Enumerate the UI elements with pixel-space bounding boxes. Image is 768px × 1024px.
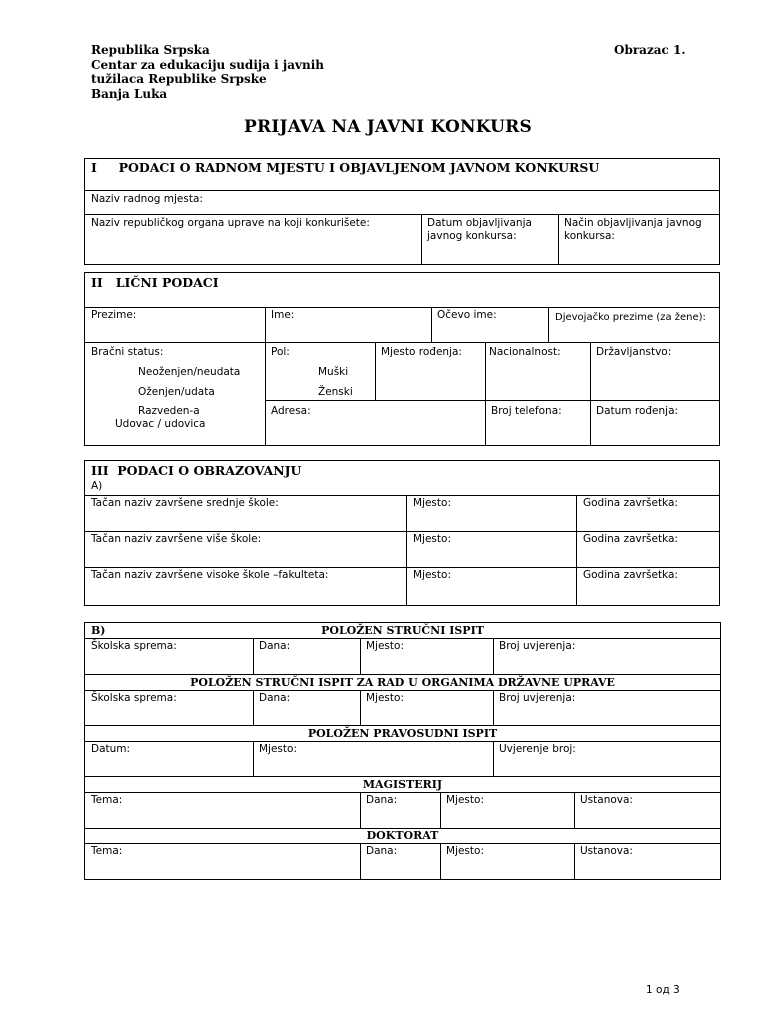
doctorate-institution-field[interactable]: Ustanova: xyxy=(580,845,633,857)
school-field[interactable]: Tačan naziv završene visoke škole –fakulteta: xyxy=(91,569,329,581)
issuer-block xyxy=(91,43,324,101)
exam-place-field[interactable]: Mjesto: xyxy=(366,640,404,652)
issuer-line: tužilaca Republike Srpske xyxy=(91,72,267,86)
doctorate-place-field[interactable]: Mjesto: xyxy=(446,845,484,857)
certificate-number-field[interactable]: Broj uvjerenja: xyxy=(499,692,576,704)
school-field[interactable]: Tačan naziv završene više škole: xyxy=(91,533,262,545)
organ-name-field[interactable]: Naziv republičkog organa uprave na koji konkurišete: xyxy=(91,217,370,229)
section-heading: III PODACI O OBRAZOVANJU xyxy=(91,463,302,478)
publish-method-field[interactable] xyxy=(564,217,702,243)
birthdate-field[interactable]: Datum rođenja: xyxy=(596,405,679,417)
address-field[interactable]: Adresa: xyxy=(271,405,311,417)
marital-option-divorced[interactable]: Razveden-a xyxy=(138,405,200,417)
sex-option-male[interactable]: Muški xyxy=(318,366,349,378)
bar-exam-date-field[interactable]: Datum: xyxy=(91,743,131,755)
exam-heading: POLOŽEN STRUČNI ISPIT xyxy=(321,624,484,637)
doctorate-topic-field[interactable]: Tema: xyxy=(91,845,123,857)
exam-date-field[interactable]: Dana: xyxy=(259,640,291,652)
school-year-field[interactable]: Godina završetka: xyxy=(583,497,678,509)
page-number: 1 од 3 xyxy=(646,984,680,996)
surname-field[interactable]: Prezime: xyxy=(91,309,137,321)
nationality-field[interactable]: Nacionalnost: xyxy=(489,346,561,358)
sex-option-female[interactable]: Ženski xyxy=(318,386,353,398)
exam-heading: POLOŽEN PRAVOSUDNI ISPIT xyxy=(307,727,498,740)
exam-heading: DOKTORAT xyxy=(366,829,439,842)
birthplace-field[interactable]: Mjesto rođenja: xyxy=(381,346,462,358)
field-label: javnog konkursa: xyxy=(427,230,517,242)
masters-place-field[interactable]: Mjesto: xyxy=(446,794,484,806)
school-field[interactable]: Tačan naziv završene srednje škole: xyxy=(91,497,279,509)
section-heading: I PODACI O RADNOM MJESTU I OBJAVLJENOM JAVNOM KONKURSU xyxy=(91,160,600,175)
exam-heading: MAGISTERIJ xyxy=(362,778,443,791)
marital-option-single[interactable]: Neoženjen/neudata xyxy=(138,366,241,378)
masters-topic-field[interactable]: Tema: xyxy=(91,794,123,806)
masters-date-field[interactable]: Dana: xyxy=(366,794,398,806)
field-label: Datum objavljivanja xyxy=(427,217,532,229)
doctorate-date-field[interactable]: Dana: xyxy=(366,845,398,857)
citizenship-field[interactable]: Državljanstvo: xyxy=(596,346,672,358)
part-b-label: B) xyxy=(91,624,106,637)
field-label: Način objavljivanja javnog xyxy=(564,217,702,229)
phone-field[interactable]: Broj telefona: xyxy=(491,405,562,417)
school-place-field[interactable]: Mjesto: xyxy=(413,533,451,545)
certificate-number-field[interactable]: Broj uvjerenja: xyxy=(499,640,576,652)
school-year-field[interactable]: Godina završetka: xyxy=(583,569,678,581)
issuer-line: Centar za edukaciju sudija i javnih xyxy=(91,57,325,72)
exam-heading: POLOŽEN STRUČNI ISPIT ZA RAD U ORGANIMA DRŽAVNE UPRAVE xyxy=(190,676,615,689)
page-title: PRIJAVA NA JAVNI KONKURS xyxy=(244,117,532,137)
exam-place-field[interactable]: Mjesto: xyxy=(366,692,404,704)
position-name-field[interactable]: Naziv radnog mjesta: xyxy=(91,193,203,205)
marital-option-widowed[interactable]: Udovac / udovica xyxy=(115,418,206,430)
issuer-line: Republika Srpska xyxy=(91,43,210,57)
school-place-field[interactable]: Mjesto: xyxy=(413,569,451,581)
issuer-line: Banja Luka xyxy=(91,86,168,101)
section-heading: II LIČNI PODACI xyxy=(91,275,219,290)
qualification-field[interactable]: Školska sprema: xyxy=(91,640,177,652)
part-a-label: A) xyxy=(91,480,103,492)
field-label: konkursa: xyxy=(564,230,615,242)
bar-exam-certificate-field[interactable]: Uvjerenje broj: xyxy=(499,743,576,755)
bar-exam-place-field[interactable]: Mjesto: xyxy=(259,743,297,755)
masters-institution-field[interactable]: Ustanova: xyxy=(580,794,633,806)
school-year-field[interactable]: Godina završetka: xyxy=(583,533,678,545)
school-place-field[interactable]: Mjesto: xyxy=(413,497,451,509)
form-number: Obrazac 1. xyxy=(614,43,686,57)
exam-date-field[interactable]: Dana: xyxy=(259,692,291,704)
father-name-field[interactable]: Očevo ime: xyxy=(437,309,497,321)
qualification-field[interactable]: Školska sprema: xyxy=(91,692,177,704)
sex-label: Pol: xyxy=(271,346,290,358)
publish-date-field[interactable] xyxy=(427,217,532,243)
marital-status-label: Bračni status: xyxy=(91,346,164,358)
first-name-field[interactable]: Ime: xyxy=(271,309,295,321)
maiden-name-field[interactable]: Djevojačko prezime (za žene): xyxy=(555,312,706,323)
marital-option-married[interactable]: Oženjen/udata xyxy=(138,386,215,398)
